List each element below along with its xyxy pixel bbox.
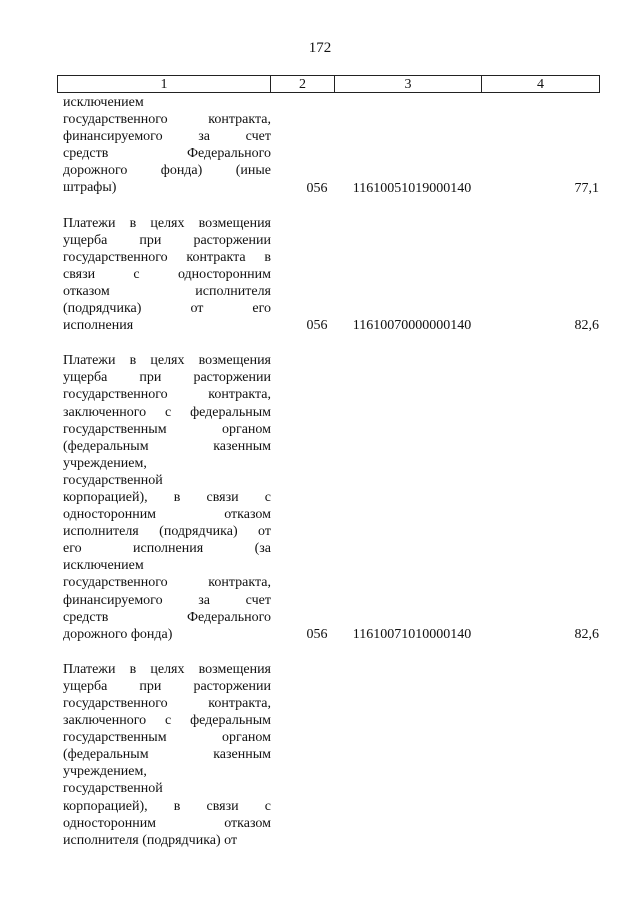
description-line: дорожного фонда) (иные bbox=[63, 163, 271, 179]
description-cell bbox=[57, 661, 271, 849]
budget-code-cell: 11610070000000140 bbox=[352, 318, 472, 334]
description-line: корпорацией), в связи с bbox=[63, 489, 271, 505]
description-line: отказом исполнителя bbox=[63, 283, 271, 299]
description-line: корпорацией), в связи с bbox=[63, 798, 271, 814]
budget-code-cell: 11610071010000140 bbox=[352, 626, 472, 642]
description-line: учреждением, bbox=[63, 764, 147, 780]
description-line: односторонним отказом bbox=[63, 507, 271, 523]
admin-code-cell: 056 bbox=[306, 180, 328, 196]
column-header-3: 3 bbox=[335, 76, 482, 93]
table-body bbox=[57, 94, 599, 849]
description-line: (подрядчика) от его bbox=[63, 301, 271, 317]
description-text bbox=[63, 215, 271, 335]
admin-code-cell: 056 bbox=[306, 626, 328, 642]
description-line: государственным органом bbox=[63, 421, 271, 437]
description-line: исключением bbox=[63, 558, 144, 574]
description-line: учреждением, bbox=[63, 455, 147, 471]
table-row bbox=[57, 352, 599, 643]
amount-cell: 77,1 bbox=[574, 180, 599, 196]
description-line: государственного контракта, bbox=[63, 575, 271, 591]
description-line: государственной bbox=[63, 472, 163, 488]
description-cell bbox=[57, 215, 271, 335]
description-line: финансируемого за счет bbox=[63, 592, 271, 608]
description-cell bbox=[57, 94, 271, 197]
description-text bbox=[63, 661, 271, 849]
description-line: Платежи в целях возмещения bbox=[63, 353, 271, 369]
column-header-4: 4 bbox=[482, 76, 600, 93]
column-header-table bbox=[57, 75, 600, 93]
description-line: ущерба при расторжении bbox=[63, 232, 271, 248]
description-line: заключенного с федеральным bbox=[63, 404, 271, 420]
description-cell bbox=[57, 352, 271, 643]
description-text bbox=[63, 352, 271, 643]
description-text bbox=[63, 94, 271, 197]
description-line: государственным органом bbox=[63, 730, 271, 746]
description-line: (федеральным казенным bbox=[63, 747, 271, 763]
description-line: государственного контракта, bbox=[63, 696, 271, 711]
description-line: дорожного фонда) bbox=[63, 626, 173, 642]
description-line: ущерба при расторжении bbox=[63, 370, 271, 386]
budget-code-cell: 11610051019000140 bbox=[352, 180, 472, 196]
amount-cell: 82,6 bbox=[574, 318, 599, 334]
column-header-row bbox=[58, 76, 600, 93]
column-header-1: 1 bbox=[58, 76, 271, 93]
amount-cell: 82,6 bbox=[574, 626, 599, 642]
table-row bbox=[57, 94, 599, 197]
description-line: исключением bbox=[63, 95, 144, 110]
description-line: государственной bbox=[63, 781, 163, 797]
description-line: односторонним отказом bbox=[63, 815, 271, 831]
description-line: штрафы) bbox=[63, 180, 117, 196]
description-line: Платежи в целях возмещения bbox=[63, 661, 271, 677]
description-line: исполнения bbox=[63, 318, 134, 334]
description-line: Платежи в целях возмещения bbox=[63, 215, 271, 231]
column-header-2: 2 bbox=[271, 76, 335, 93]
description-line: государственного контракта, bbox=[63, 387, 271, 403]
admin-code-cell: 056 bbox=[306, 318, 328, 334]
table-row bbox=[57, 215, 599, 335]
description-line: средств Федерального bbox=[63, 146, 271, 162]
description-line: исполнителя (подрядчика) от bbox=[63, 524, 271, 540]
description-line: связи с односторонним bbox=[63, 266, 271, 282]
description-line: финансируемого за счет bbox=[63, 129, 271, 145]
description-line: заключенного с федеральным bbox=[63, 713, 271, 729]
description-line: ущерба при расторжении bbox=[63, 678, 271, 694]
page-number: 172 bbox=[308, 40, 332, 56]
description-line: средств Федерального bbox=[63, 609, 271, 625]
description-line: исполнителя (подрядчика) от bbox=[63, 832, 238, 848]
description-line: его исполнения (за bbox=[63, 541, 271, 557]
description-line: (федеральным казенным bbox=[63, 438, 271, 454]
description-line: государственного контракта, bbox=[63, 112, 271, 128]
description-line: государственного контракта в bbox=[63, 249, 271, 265]
table-row bbox=[57, 661, 599, 849]
